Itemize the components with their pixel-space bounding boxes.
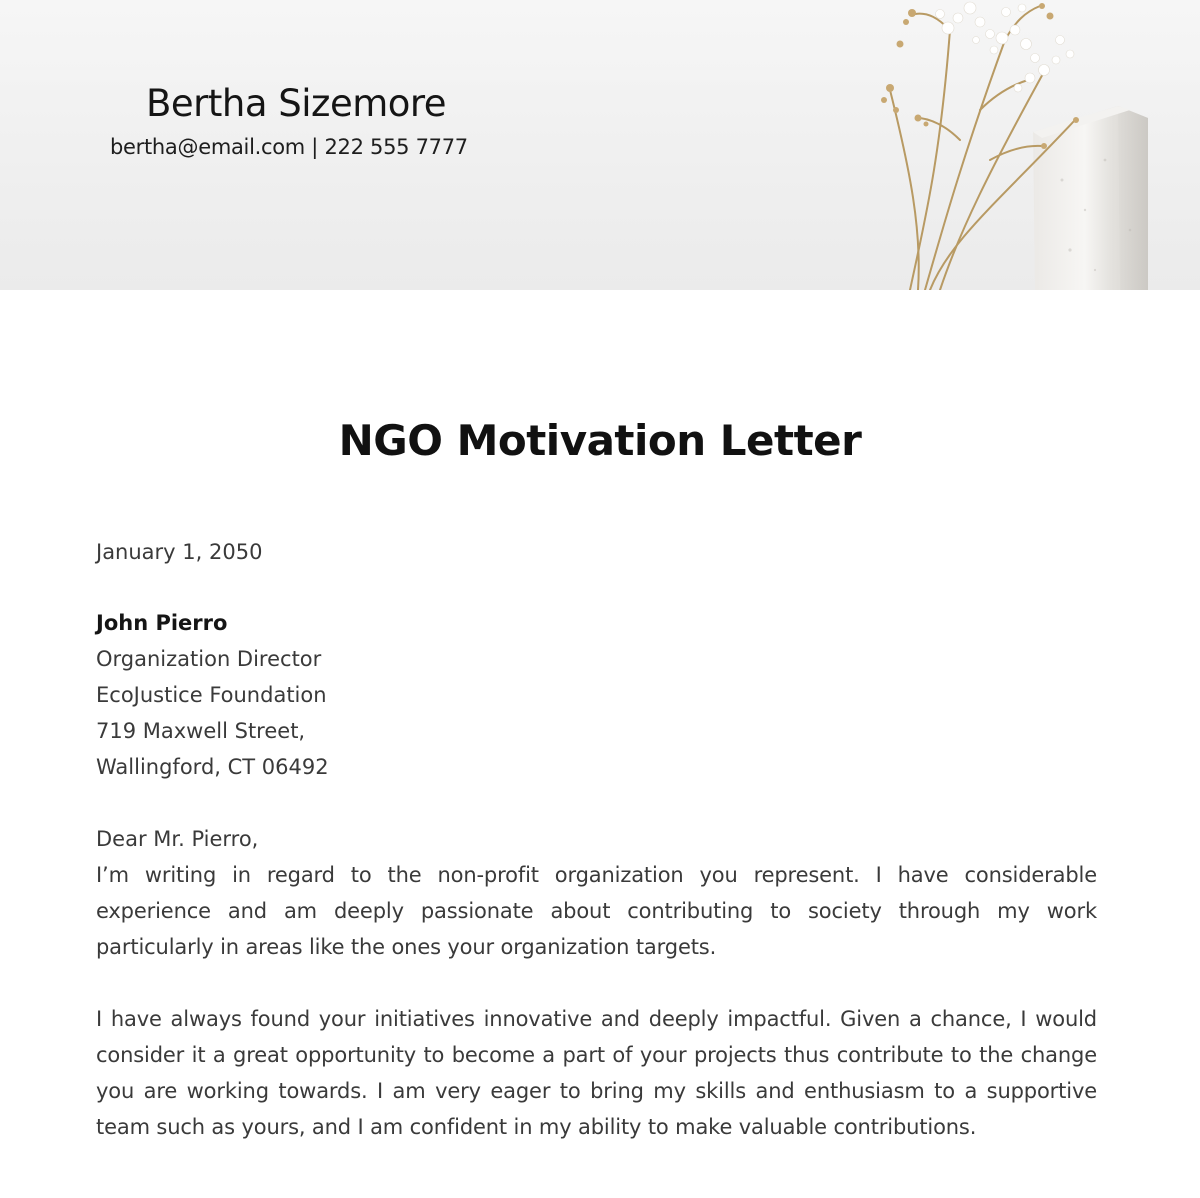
recipient-street: 719 Maxwell Street, bbox=[96, 719, 306, 743]
recipient-position: Organization Director bbox=[96, 647, 322, 671]
body-paragraph-2: I have always found your initiatives innovative and deeply impactful. Given a chance, I would consider it a great opportunity to become a part of your projects thus contribute to the change you are working towards. I am very eager to bring my skills and enthusiasm to a supportive team such as yours, and I am confident in my ability to make valuable contributions. bbox=[96, 1007, 1097, 1139]
document-title: NGO Motivation Letter bbox=[338, 416, 862, 465]
recipient-block bbox=[96, 605, 1097, 785]
dried-flowers-vase-image bbox=[830, 0, 1200, 290]
recipient-name: John Pierro bbox=[96, 611, 228, 635]
salutation: Dear Mr. Pierro, bbox=[96, 827, 259, 851]
sender-name: Bertha Sizemore bbox=[146, 82, 447, 125]
letter-date: January 1, 2050 bbox=[96, 540, 263, 564]
recipient-city: Wallingford, CT 06492 bbox=[96, 755, 329, 779]
letterhead bbox=[0, 0, 1200, 290]
body-paragraph-1: I’m writing in regard to the non-profit organization you represent. I have considerable experience and am deeply passionate about contributing to society through my work particularly in areas like the ones your organization targets. bbox=[96, 863, 1097, 959]
sender-contact: bertha@email.com | 222 555 7777 bbox=[110, 135, 468, 159]
recipient-organization: EcoJustice Foundation bbox=[96, 683, 327, 707]
